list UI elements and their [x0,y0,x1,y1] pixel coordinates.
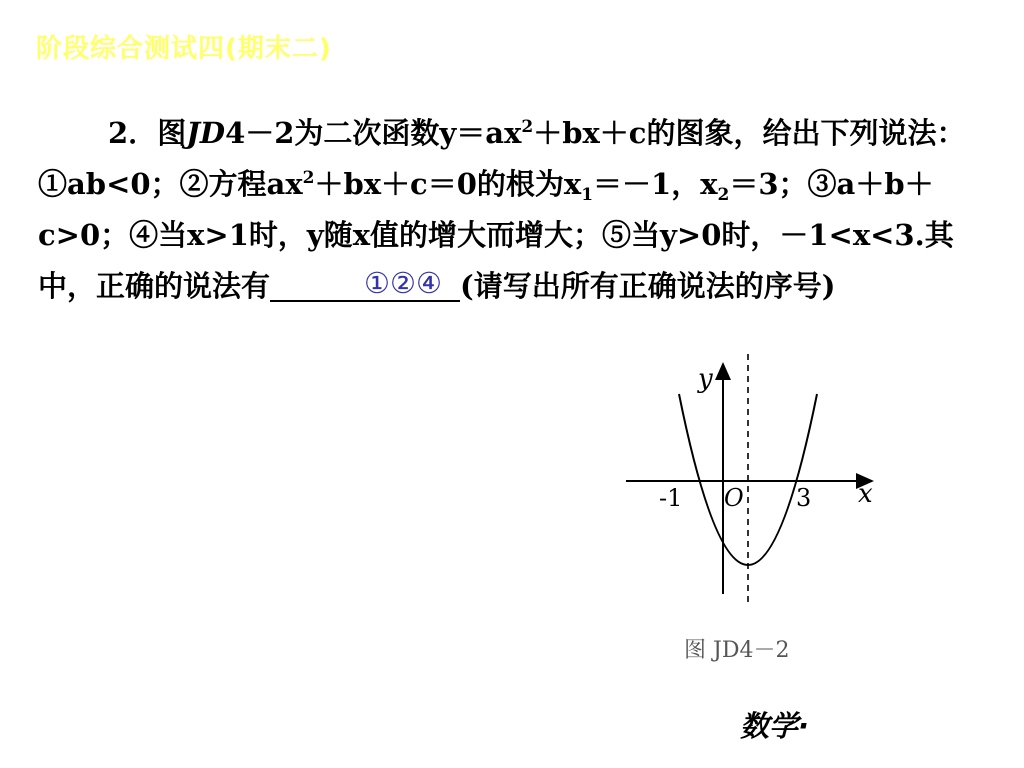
question-text: 2．图JD4－2为二次函数$y=ax^2+bx+c$的图象，给出下列说法：①ab<0；②方程$ax^2+bx+c=0$的根为$x_1=-1$，$x_2=3$；③a＋b＋c>0；④当x>1时，y随x值的增大而增大；⑤当y>0时，－1<x<3.其中，正确的说法有 ①②④ (请写出所有正确说法的序号) [38,108,998,312]
origin-label: O [724,484,744,512]
footer-subject: 数学· [740,709,810,743]
figure-reference: JD [186,116,226,150]
parabola-figure [600,350,900,670]
slide-title: 阶段综合测试四(期末二) [36,34,332,64]
root-right-label: 3 [796,484,812,512]
x-axis-label: x [858,479,873,509]
answer-blank [270,266,460,302]
question-number: 2． [108,116,158,150]
y-axis-label: y [698,364,713,394]
answer-text: ①②④ [364,266,443,300]
figure-caption: 图 JD4－2 [684,638,790,663]
root-left-label: -1 [659,484,683,512]
